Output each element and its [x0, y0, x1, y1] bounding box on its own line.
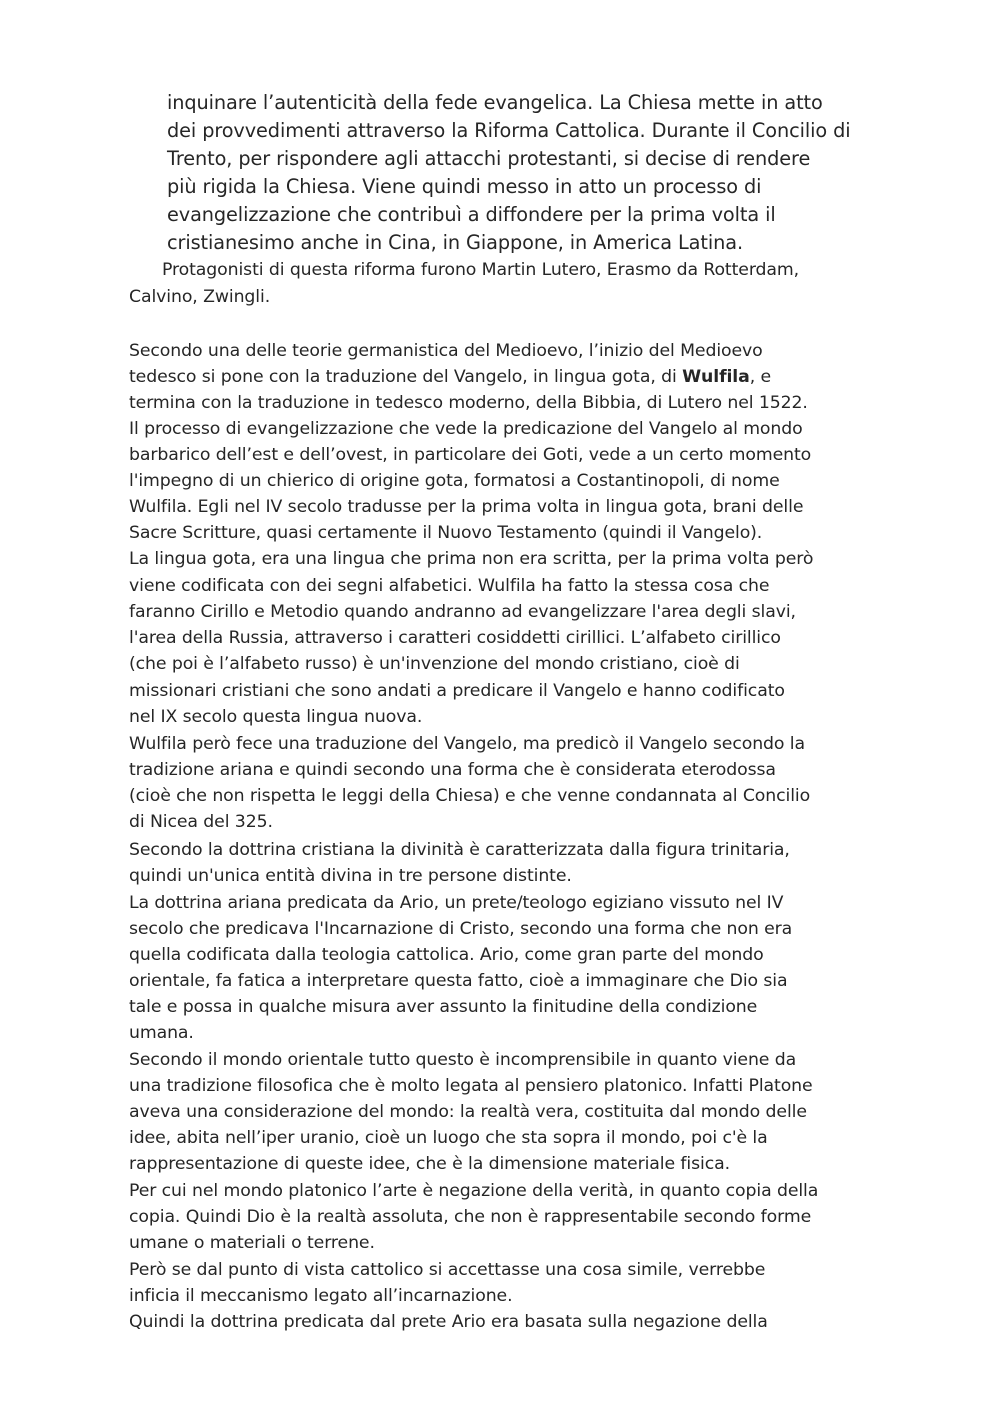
text-line: quella codificata dalla teologia cattolica. Ario, come gran parte del mondo	[129, 945, 764, 965]
text-line: aveva una considerazione del mondo: la realtà vera, costituita dal mondo delle	[129, 1102, 807, 1122]
text-line: rappresentazione di queste idee, che è la dimensione materiale fisica.	[129, 1154, 730, 1174]
text-line: umana.	[129, 1023, 194, 1043]
text-line: Wulfila. Egli nel IV secolo tradusse per la prima volta in lingua gota, brani delle	[129, 497, 804, 517]
text-line: inficia il meccanismo legato all’incarnazione.	[129, 1286, 513, 1306]
text-line: Però se dal punto di vista cattolico si accettasse una cosa simile, verrebbe	[129, 1260, 766, 1280]
text-line	[129, 367, 771, 387]
text-line: termina con la traduzione in tedesco moderno, della Bibbia, di Lutero nel 1522.	[129, 393, 808, 413]
text-line: copia. Quindi Dio è la realtà assoluta, che non è rappresentabile secondo forme	[129, 1207, 812, 1227]
text-line: l'impegno di un chierico di origine gota, formatosi a Costantinopoli, di nome	[129, 471, 780, 491]
text-line: viene codificata con dei segni alfabetici. Wulfila ha fatto la stessa cosa che	[129, 576, 770, 596]
text-line: Secondo il mondo orientale tutto questo è incomprensibile in quanto viene da	[129, 1050, 797, 1070]
text-line: dei provvedimenti attraverso la Riforma Cattolica. Durante il Concilio di	[167, 119, 851, 142]
text-line: La dottrina ariana predicata da Ario, un prete/teologo egiziano vissuto nel IV	[129, 893, 784, 913]
text-line: La lingua gota, era una lingua che prima non era scritta, per la prima volta però	[129, 549, 814, 569]
text-run: , e	[749, 367, 772, 387]
text-line: Trento, per rispondere agli attacchi protestanti, si decise di rendere	[167, 147, 811, 170]
text-line: l'area della Russia, attraverso i caratteri cosiddetti cirillici. L’alfabeto cirillico	[129, 628, 781, 648]
text-line: idee, abita nell’iper uranio, cioè un luogo che sta sopra il mondo, poi c'è la	[129, 1128, 768, 1148]
text-run: tedesco si pone con la traduzione del Vangelo, in lingua gota, di	[129, 367, 683, 387]
text-line: Calvino, Zwingli.	[129, 287, 271, 307]
text-line: faranno Cirillo e Metodio quando andranno ad evangelizzare l'area degli slavi,	[129, 602, 796, 622]
text-line: quindi un'unica entità divina in tre persone distinte.	[129, 866, 572, 886]
text-line: (che poi è l’alfabeto russo) è un'invenzione del mondo cristiano, cioè di	[129, 654, 740, 674]
text-line: umane o materiali o terrene.	[129, 1233, 375, 1253]
text-line: tradizione ariana e quindi secondo una forma che è considerata eterodossa	[129, 760, 776, 780]
text-line: secolo che predicava l'Incarnazione di Cristo, secondo una forma che non era	[129, 919, 793, 939]
text-line: Protagonisti di questa riforma furono Martin Lutero, Erasmo da Rotterdam,	[162, 260, 800, 280]
text-line: evangelizzazione che contribuì a diffondere per la prima volta il	[167, 203, 776, 226]
bold-name: Wulfila	[682, 367, 750, 387]
text-line: Per cui nel mondo platonico l’arte è negazione della verità, in quanto copia della	[129, 1181, 819, 1201]
text-line: nel IX secolo questa lingua nuova.	[129, 707, 423, 727]
text-line: orientale, fa fatica a interpretare questa fatto, cioè a immaginare che Dio sia	[129, 971, 788, 991]
text-line: (cioè che non rispetta le leggi della Chiesa) e che venne condannata al Concilio	[129, 786, 811, 806]
text-line: una tradizione filosofica che è molto legata al pensiero platonico. Infatti Platone	[129, 1076, 813, 1096]
text-line: Secondo una delle teorie germanistica del Medioevo, l’inizio del Medioevo	[129, 341, 763, 361]
text-line: Sacre Scritture, quasi certamente il Nuovo Testamento (quindi il Vangelo).	[129, 523, 763, 543]
text-line: di Nicea del 325.	[129, 812, 273, 832]
text-line: tale e possa in qualche misura aver assunto la finitudine della condizione	[129, 997, 758, 1017]
text-line: più rigida la Chiesa. Viene quindi messo in atto un processo di	[167, 175, 762, 198]
text-line: missionari cristiani che sono andati a predicare il Vangelo e hanno codificato	[129, 681, 785, 701]
text-line: Secondo la dottrina cristiana la divinità è caratterizzata dalla figura trinitaria,	[129, 840, 790, 860]
text-line: cristianesimo anche in Cina, in Giappone, in America Latina.	[167, 231, 743, 254]
text-line: inquinare l’autenticità della fede evangelica. La Chiesa mette in atto	[167, 91, 823, 114]
text-line: Wulfila però fece una traduzione del Vangelo, ma predicò il Vangelo secondo la	[129, 734, 805, 754]
text-line: Il processo di evangelizzazione che vede la predicazione del Vangelo al mondo	[129, 419, 803, 439]
text-line: Quindi la dottrina predicata dal prete Ario era basata sulla negazione della	[129, 1312, 768, 1332]
text-line: barbarico dell’est e dell’ovest, in particolare dei Goti, vede a un certo momento	[129, 445, 812, 465]
